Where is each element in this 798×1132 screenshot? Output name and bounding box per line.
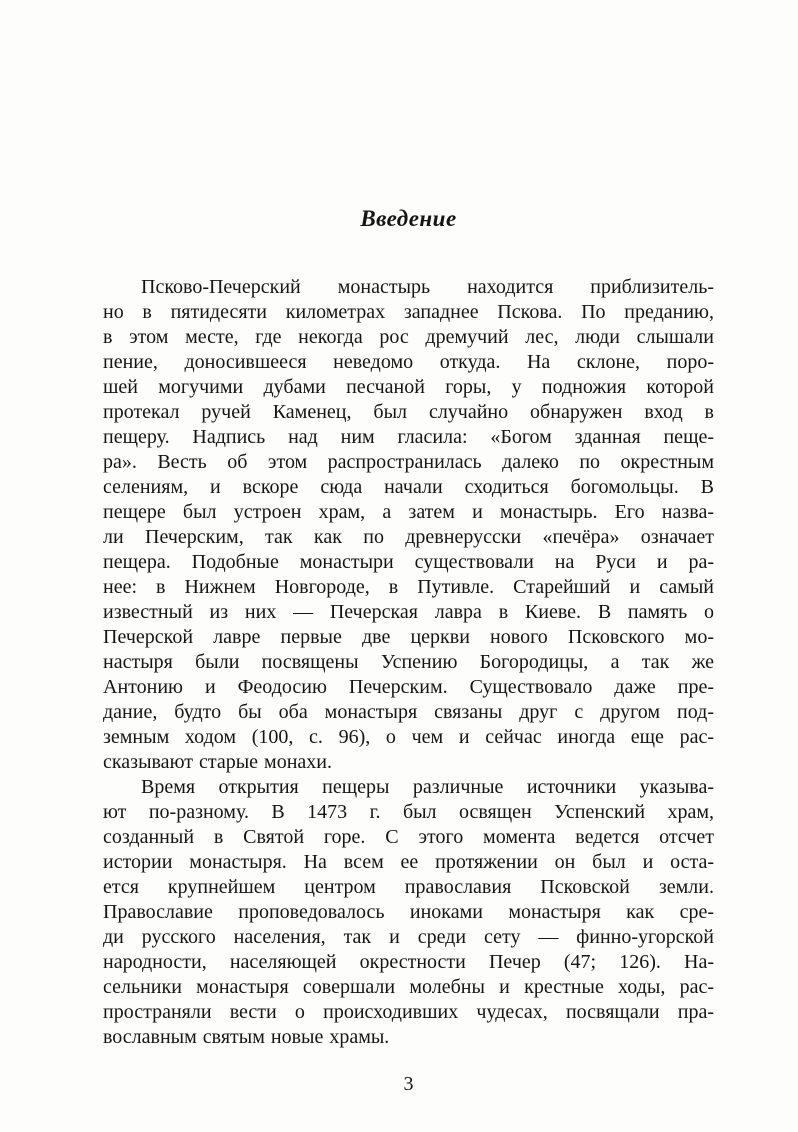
text-line: ли Печерским, так как по древнерусски «печёра» означает: [103, 526, 714, 548]
text-line: Печерской лавре первые две церкви нового Псковского мо-: [103, 626, 714, 648]
text-line: известный из них — Печерская лавра в Киеве. В память о: [103, 601, 714, 623]
text-line: пещера. Подобные монастыри существовали на Руси и ра-: [103, 551, 714, 573]
text-line: нее: в Нижнем Новгороде, в Путивле. Старейший и самый: [103, 576, 714, 598]
text-line: Православие проповедовалось иноками монастыря как сре-: [103, 901, 714, 923]
text-line: созданный в Святой горе. С этого момента ведется отсчет: [103, 826, 714, 848]
text-line: сельники монастыря совершали молебны и крестные ходы, рас-: [103, 976, 714, 998]
text-line: ют по-разному. В 1473 г. был освящен Успенский храм,: [103, 801, 714, 823]
text-line: сказывают старые монахи.: [103, 751, 332, 773]
text-line: пространяли вести о происходивших чудесах, посвящали пра-: [103, 1001, 714, 1023]
text-line: Антонию и Феодосию Печерским. Существовало даже пре-: [103, 676, 714, 698]
text-line: пение, доносившееся неведомо откуда. На склоне, поро-: [103, 351, 714, 373]
paragraph-1: [103, 275, 714, 775]
text-line: настыря были посвящены Успению Богородицы, а так же: [103, 651, 714, 673]
text-line: селениям, и вскоре сюда начали сходиться богомольцы. В: [103, 476, 714, 498]
text-line: в этом месте, где некогда рос дремучий лес, люди слышали: [103, 326, 714, 348]
text-line: ди русского населения, так и среди сету — финно-угорской: [103, 926, 714, 948]
paragraph-2: [103, 775, 714, 1050]
text-line: протекал ручей Каменец, был случайно обнаружен вход в: [103, 401, 714, 423]
text-line: народности, населяющей окрестности Печер (47; 126). На-: [103, 951, 714, 973]
chapter-title: Введение: [360, 206, 457, 231]
text-line: вославным святым новые храмы.: [103, 1026, 390, 1048]
text-line: шей могучими дубами песчаной горы, у подножия которой: [103, 376, 714, 398]
text-line: дание, будто бы оба монастыря связаны друг с другом под-: [103, 701, 714, 723]
text-line: истории монастыря. На всем ее протяжении он был и оста-: [103, 851, 714, 873]
text-line: пещере был устроен храм, а затем и монастырь. Его назва-: [103, 501, 714, 523]
text-line: пещеру. Надпись над ним гласила: «Богом зданная пеще-: [103, 426, 714, 448]
text-line: но в пятидесяти километрах западнее Пскова. По преданию,: [103, 301, 714, 323]
text-line: Время открытия пещеры различные источники указыва-: [141, 776, 714, 798]
text-line: Псково-Печерский монастырь находится приблизитель-: [141, 276, 714, 298]
text-line: ра». Весть об этом распространилась далеко по окрестным: [103, 451, 714, 473]
text-line: земным ходом (100, с. 96), о чем и сейчас иногда еще рас-: [103, 726, 714, 748]
page-number: 3: [403, 1073, 414, 1095]
text-block: [103, 205, 714, 1097]
text-line: ется крупнейшем центром православия Псковской земли.: [103, 876, 714, 898]
